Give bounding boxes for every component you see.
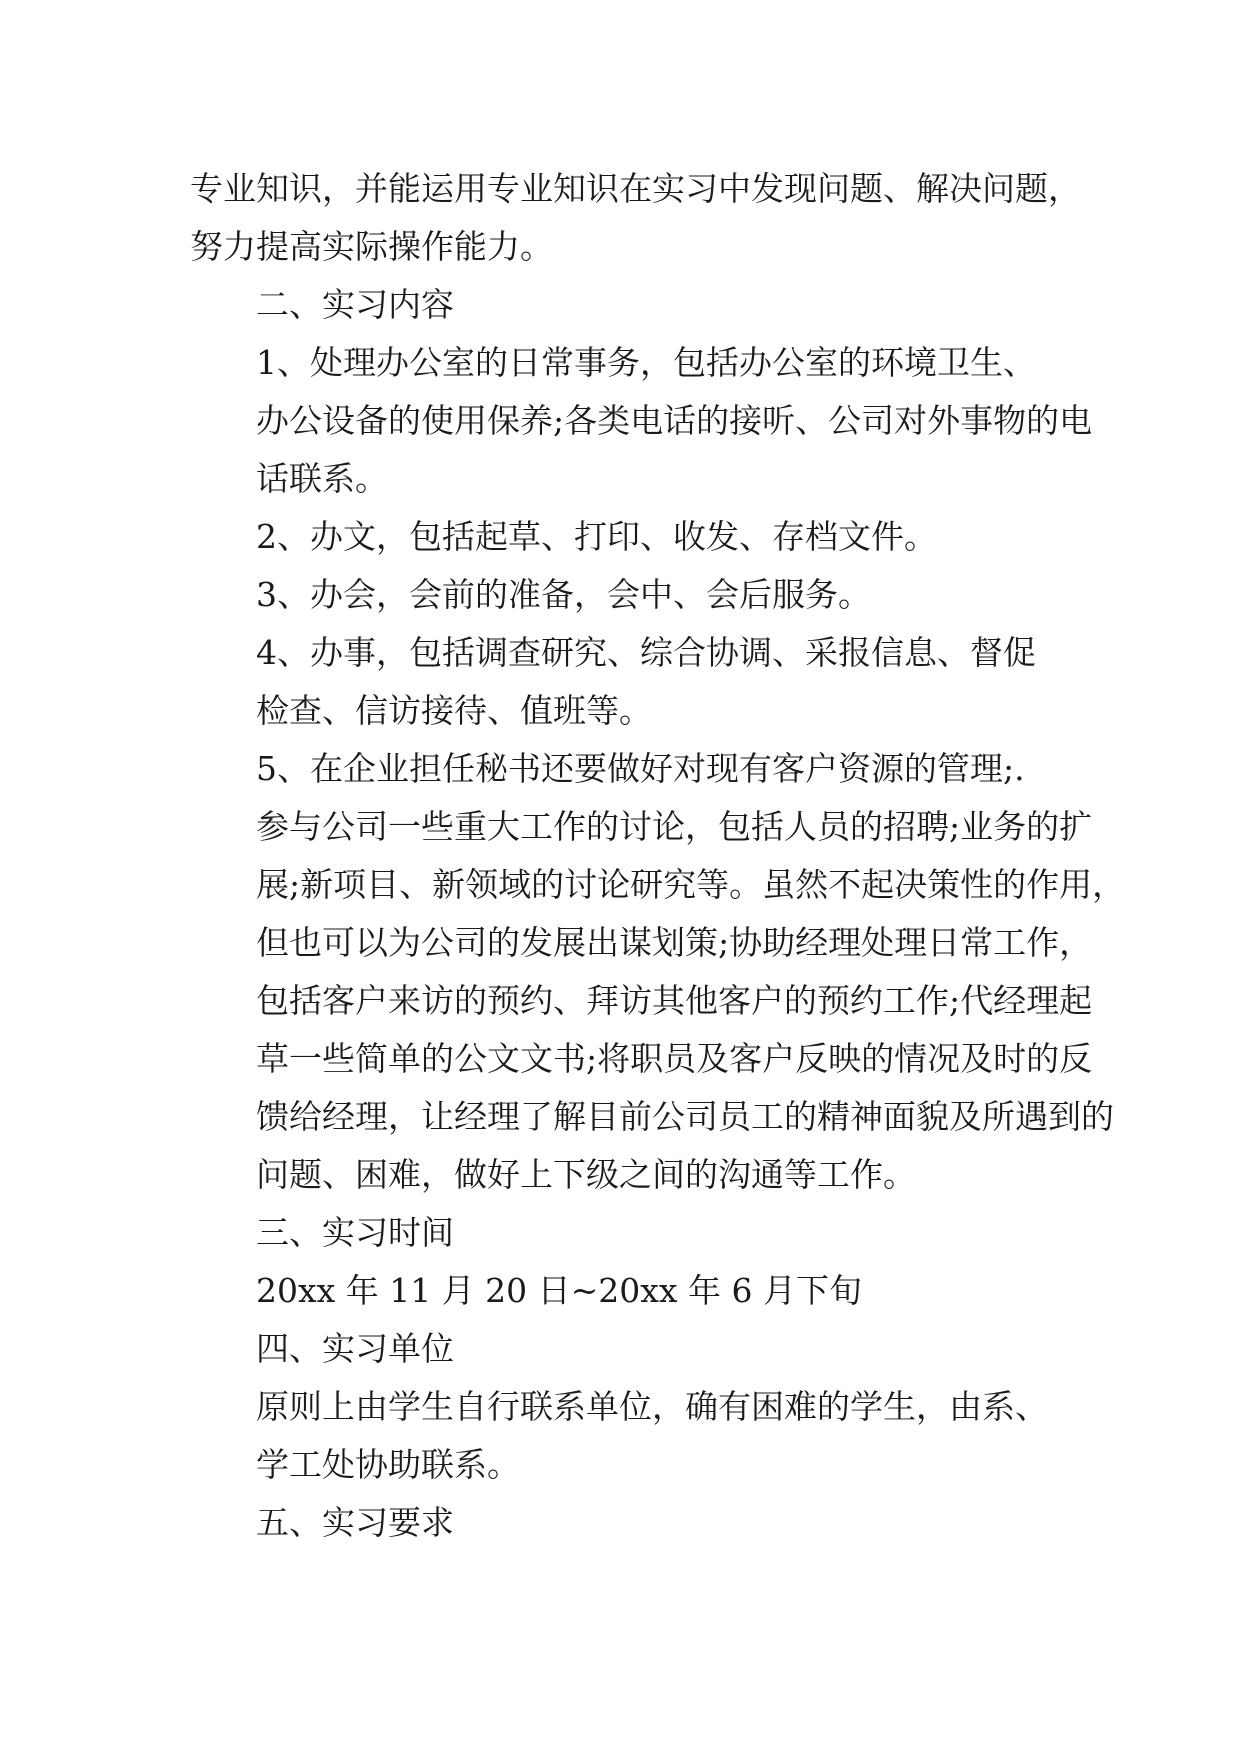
text-line: 原则上由学生自行联系单位，确有困难的学生，由系、 [256, 1387, 1048, 1426]
text-line: 五、实习要求 [256, 1503, 454, 1542]
text-line: 参与公司一些重大工作的讨论，包括人员的招聘;业务的扩 [256, 807, 1093, 846]
paragraph [190, 1320, 1060, 1378]
paragraph [190, 1262, 1060, 1320]
text-line: 检查、信访接待、值班等。 [256, 691, 652, 730]
paragraph [190, 566, 1060, 624]
paragraph [190, 740, 1126, 1204]
text-line: 但也可以为公司的发展出谋划策;协助经理处理日常工作， [256, 923, 1093, 962]
text-line: 草一些简单的公文文书;将职员及客户反映的情况及时的反 [256, 1039, 1093, 1078]
text-line: 学工处协助联系。 [256, 1445, 520, 1484]
text-line: 包括客户来访的预约、拜访其他客户的预约工作;代经理起 [256, 981, 1093, 1020]
text-line: 办公设备的使用保养;各类电话的接听、公司对外事物的电 [256, 401, 1093, 440]
text-line: 三、实习时间 [256, 1213, 454, 1252]
paragraph [190, 334, 1093, 508]
text-line: 努力提高实际操作能力。 [190, 227, 553, 266]
text-line: 问题、困难，做好上下级之间的沟通等工作。 [256, 1155, 916, 1194]
text-line: 馈给经理，让经理了解目前公司员工的精神面貌及所遇到的 [256, 1097, 1114, 1136]
paragraph [190, 1494, 1060, 1552]
text-line: 专业知识，并能运用专业知识在实习中发现问题、解决问题， [190, 169, 1081, 208]
text-line: 4、办事，包括调查研究、综合协调、采报信息、督促 [256, 633, 1036, 672]
paragraph [190, 1378, 1060, 1494]
document-body [190, 160, 1126, 1552]
text-line: 1、处理办公室的日常事务，包括办公室的环境卫生、 [256, 343, 1036, 382]
paragraph [190, 160, 1081, 276]
paragraph [190, 624, 1060, 740]
text-line: 2、办文，包括起草、打印、收发、存档文件。 [256, 517, 937, 556]
text-line: 展;新项目、新领域的讨论研究等。虽然不起决策性的作用， [256, 865, 1126, 904]
text-line: 二、实习内容 [256, 285, 454, 324]
paragraph [190, 276, 1060, 334]
text-line: 四、实习单位 [256, 1329, 454, 1368]
text-line: 3、办会，会前的准备，会中、会后服务。 [256, 575, 871, 614]
text-line: 话联系。 [256, 459, 388, 498]
text-line: 20xx 年 11 月 20 日~20xx 年 6 月下旬 [256, 1271, 862, 1310]
text-line: 5、在企业担任秘书还要做好对现有客户资源的管理;. [256, 749, 1025, 788]
paragraph [190, 508, 1060, 566]
paragraph [190, 1204, 1060, 1262]
